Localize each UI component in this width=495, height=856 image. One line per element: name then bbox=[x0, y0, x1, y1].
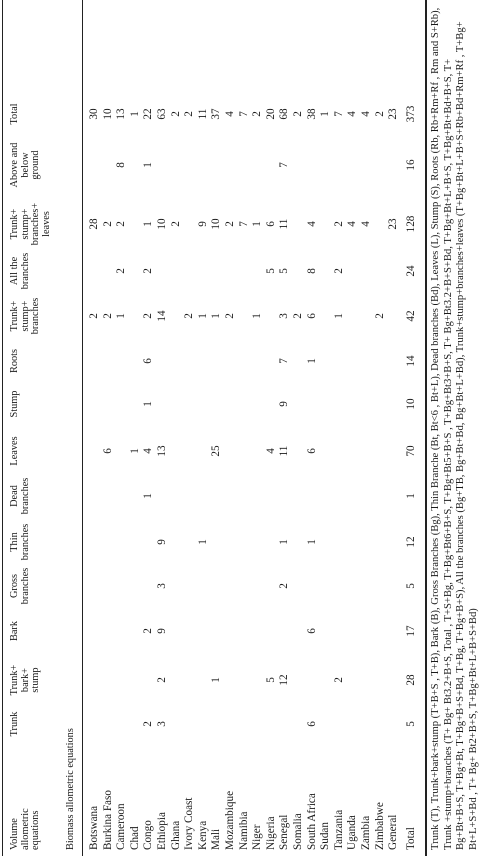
table-cell: 20 bbox=[264, 108, 277, 120]
column-header: Gross branches bbox=[9, 567, 31, 605]
table-cell: 1 bbox=[305, 539, 318, 545]
table-cell: 28 bbox=[88, 218, 100, 230]
table-cell: 2 bbox=[183, 111, 196, 117]
table-cell: 11 bbox=[278, 445, 291, 457]
table-cell: 2 bbox=[142, 268, 155, 274]
table-cell: 2 bbox=[373, 111, 386, 117]
table-cell: 1 bbox=[332, 313, 345, 319]
table-cell: 1 bbox=[142, 401, 155, 407]
table-cell: 6 bbox=[264, 221, 277, 227]
table-cell: 1 bbox=[115, 313, 128, 319]
row-label: Namibia bbox=[237, 811, 250, 850]
table-cell: 3 bbox=[156, 721, 168, 727]
column-header: Roots bbox=[9, 348, 20, 374]
column-header: Trunk+ stump+ branches bbox=[9, 297, 42, 335]
table-cell: 2 bbox=[115, 221, 128, 227]
table-cell: 1 bbox=[305, 358, 318, 364]
table-cell: 63 bbox=[156, 108, 168, 120]
row-label: Cameroon bbox=[115, 803, 128, 850]
table-cell: 24 bbox=[404, 265, 417, 277]
table-cell: 4 bbox=[224, 111, 236, 117]
row-label: Botswana bbox=[88, 805, 100, 850]
table-cell: 14 bbox=[156, 310, 168, 322]
table-cell: 2 bbox=[278, 583, 291, 589]
row-label: Total bbox=[404, 827, 417, 850]
row-label: Zambia bbox=[360, 815, 372, 850]
row-label: Senegal bbox=[278, 814, 291, 850]
row-label: Burkina Faso bbox=[101, 790, 114, 850]
table-cell: 9 bbox=[278, 401, 291, 407]
table-cell: 42 bbox=[404, 310, 417, 322]
table-cell: 2 bbox=[373, 313, 386, 319]
table-cell: 5 bbox=[404, 583, 417, 589]
table-cell: 1 bbox=[128, 111, 141, 117]
table-cell: 2 bbox=[292, 111, 304, 117]
row-label: Zimbabwe bbox=[373, 802, 386, 850]
row-label: General bbox=[387, 814, 400, 850]
row-label: Kenya bbox=[196, 820, 209, 850]
table-cell: 4 bbox=[264, 448, 277, 454]
table-cell: 2 bbox=[332, 677, 345, 683]
table-cell: 1 bbox=[251, 313, 264, 319]
table-cell: 2 bbox=[101, 313, 114, 319]
column-header: Bark bbox=[9, 621, 20, 642]
table-cell: 25 bbox=[210, 445, 223, 457]
table-cell: 12 bbox=[404, 536, 417, 548]
column-header: Dead branches bbox=[9, 477, 31, 515]
table-cell: 28 bbox=[404, 674, 417, 686]
table-cell: 4 bbox=[346, 221, 359, 227]
table-cell: 1 bbox=[196, 539, 209, 545]
table-cell: 12 bbox=[278, 674, 291, 686]
table-cell: 6 bbox=[305, 313, 318, 319]
table-cell: 373 bbox=[404, 105, 417, 123]
table-cell: 10 bbox=[404, 398, 417, 410]
table-cell: 7 bbox=[278, 358, 291, 364]
table-cell: 2 bbox=[156, 677, 168, 683]
table-cell: 3 bbox=[156, 583, 168, 589]
row-label: Sudan bbox=[319, 822, 332, 850]
table-cell: 4 bbox=[305, 221, 318, 227]
table-cell: 17 bbox=[404, 625, 417, 637]
table-cell: 10 bbox=[210, 218, 223, 230]
table-cell: 2 bbox=[142, 721, 155, 727]
column-header: Trunk+ bark+ stump bbox=[9, 664, 42, 696]
table-cell: 6 bbox=[305, 628, 318, 634]
header-rule bbox=[82, 0, 83, 856]
row-label: South Africa bbox=[305, 793, 318, 850]
table-cell: 23 bbox=[387, 108, 400, 120]
table-cell: 1 bbox=[196, 313, 209, 319]
table-cell: 2 bbox=[101, 221, 114, 227]
row-label: Niger bbox=[251, 824, 264, 850]
table-cell: 9 bbox=[156, 628, 168, 634]
table-cell: 23 bbox=[387, 218, 400, 230]
table-cell: 5 bbox=[278, 268, 291, 274]
table-cell: 1 bbox=[210, 677, 223, 683]
table-cell: 11 bbox=[278, 218, 291, 230]
column-header: All the branches bbox=[9, 252, 31, 290]
table-cell: 2 bbox=[142, 628, 155, 634]
column-header: Leaves bbox=[9, 436, 20, 466]
table-cell: 13 bbox=[115, 108, 128, 120]
table-cell: 4 bbox=[142, 448, 155, 454]
volume-equations-header: Volume allometric equations bbox=[9, 808, 42, 850]
table-cell: 6 bbox=[305, 721, 318, 727]
column-header: Stump bbox=[9, 390, 20, 418]
table-cell: 2 bbox=[224, 313, 236, 319]
column-header: Total bbox=[9, 103, 20, 125]
table-cell: 8 bbox=[305, 268, 318, 274]
row-label: Tanzania bbox=[332, 809, 345, 850]
column-header: Trunk+ stump+ branches+ leaves bbox=[9, 202, 52, 246]
table-cell: 9 bbox=[156, 539, 168, 545]
table-cell: 3 bbox=[278, 313, 291, 319]
table-cell: 70 bbox=[404, 445, 417, 457]
table-cell: 1 bbox=[278, 539, 291, 545]
table-cell: 2 bbox=[115, 268, 128, 274]
table-cell: 5 bbox=[264, 677, 277, 683]
table-cell: 4 bbox=[360, 221, 372, 227]
table-cell: 2 bbox=[169, 111, 182, 117]
table-cell: 6 bbox=[101, 448, 114, 454]
table-cell: 8 bbox=[115, 162, 128, 168]
table-cell: 5 bbox=[264, 268, 277, 274]
row-label: Nigeria bbox=[264, 816, 277, 850]
table-cell: 2 bbox=[332, 268, 345, 274]
table-cell: 11 bbox=[196, 108, 209, 120]
table-cell: 7 bbox=[237, 111, 250, 117]
table-cell: 1 bbox=[142, 221, 155, 227]
table-cell: 1 bbox=[142, 493, 155, 499]
table-cell: 7 bbox=[278, 162, 291, 168]
table-cell: 22 bbox=[142, 108, 155, 120]
table-cell: 1 bbox=[142, 162, 155, 168]
table-cell: 2 bbox=[183, 313, 196, 319]
column-header: Above and below ground bbox=[9, 142, 42, 188]
table-cell: 5 bbox=[404, 721, 417, 727]
row-label: Mali bbox=[210, 828, 223, 850]
table-cell: 2 bbox=[169, 221, 182, 227]
row-label: Ethiopia bbox=[156, 812, 168, 850]
table-cell: 7 bbox=[237, 221, 250, 227]
table-cell: 9 bbox=[196, 221, 209, 227]
table-cell: 10 bbox=[101, 108, 114, 120]
row-label: Chad bbox=[128, 826, 141, 850]
table-cell: 10 bbox=[156, 218, 168, 230]
bottom-rule bbox=[425, 0, 427, 856]
table-cell: 68 bbox=[278, 108, 291, 120]
table-cell: 1 bbox=[319, 111, 332, 117]
table-cell: 1 bbox=[404, 493, 417, 499]
table-cell: 13 bbox=[156, 445, 168, 457]
table-cell: 6 bbox=[305, 448, 318, 454]
table-cell: 1 bbox=[251, 221, 264, 227]
table-cell: 2 bbox=[142, 313, 155, 319]
table-cell: 2 bbox=[332, 221, 345, 227]
table-cell: 14 bbox=[404, 355, 417, 367]
table-cell: 1 bbox=[128, 448, 141, 454]
table-cell: 2 bbox=[292, 313, 304, 319]
table-cell: 2 bbox=[224, 221, 236, 227]
row-label: Somalia bbox=[292, 813, 304, 850]
row-label: Mozambique bbox=[224, 790, 236, 850]
column-header: Trunk bbox=[9, 711, 20, 737]
table-cell: 1 bbox=[210, 313, 223, 319]
column-header: Thin branches bbox=[9, 523, 31, 561]
table-cell: 30 bbox=[88, 108, 100, 120]
row-label: Congo bbox=[142, 820, 155, 850]
table-cell: 6 bbox=[142, 358, 155, 364]
biomass-equations-header: Biomass allometric equations bbox=[65, 728, 76, 850]
table-cell: 2 bbox=[251, 111, 264, 117]
top-rule bbox=[2, 0, 3, 856]
row-label: Ghana bbox=[169, 820, 182, 850]
table-cell: 4 bbox=[346, 111, 359, 117]
table-cell: 38 bbox=[305, 108, 318, 120]
row-label: Ivory Coast bbox=[183, 797, 196, 850]
row-label: Uganda bbox=[346, 815, 359, 850]
table-cell: 128 bbox=[404, 215, 417, 233]
table-cell: 4 bbox=[360, 111, 372, 117]
table-cell: 37 bbox=[210, 108, 223, 120]
table-footnote: Trunk (T), Trunk+bark+stump (T+B+S , T+B), Bark (B), Gross Branches (Bg), Thin Branche (Bt, Bt<6 , Bt+L), Dead branches (Bd), Leaves (L), Stump (S), Roots (Rb, Rb+Rm+Rf , Rm and S+Rb), Trunk +stump+branches (T+ Bg+ Bt3.2+B+S, Total , T+S+Bg, T+Bg+Bt6+B+S, T+Bg+Bt5+B+S , T+Bg+Bt3+B+S, T+ Bg+Bt3.2+B+S+Bd, T+Bg+Bt+L+B+S, T+Bg+Bt+Bd+B+S, T+ Bg+Bt+B+S, T+Bg+Bt, T+Bg+B+S+Bd, T+Bg, T+Bg+B+S), All the branches (Bg+TB, Bg+Bt+Bd, Bg+Bt+L+Bd), Trunk+stump+branches+leaves (T+Bg+Bt+L+B+S+Rb+Bd+Rm+Rf , T+Bg+ Bt+L+S+Bd , T+ Bg+ Bt2+B+S, T+Bg+Bt+L+B+S+Bd) bbox=[430, 7, 479, 850]
table-cell: 2 bbox=[88, 313, 100, 319]
table-cell: 7 bbox=[332, 111, 345, 117]
table-cell: 16 bbox=[404, 159, 417, 171]
